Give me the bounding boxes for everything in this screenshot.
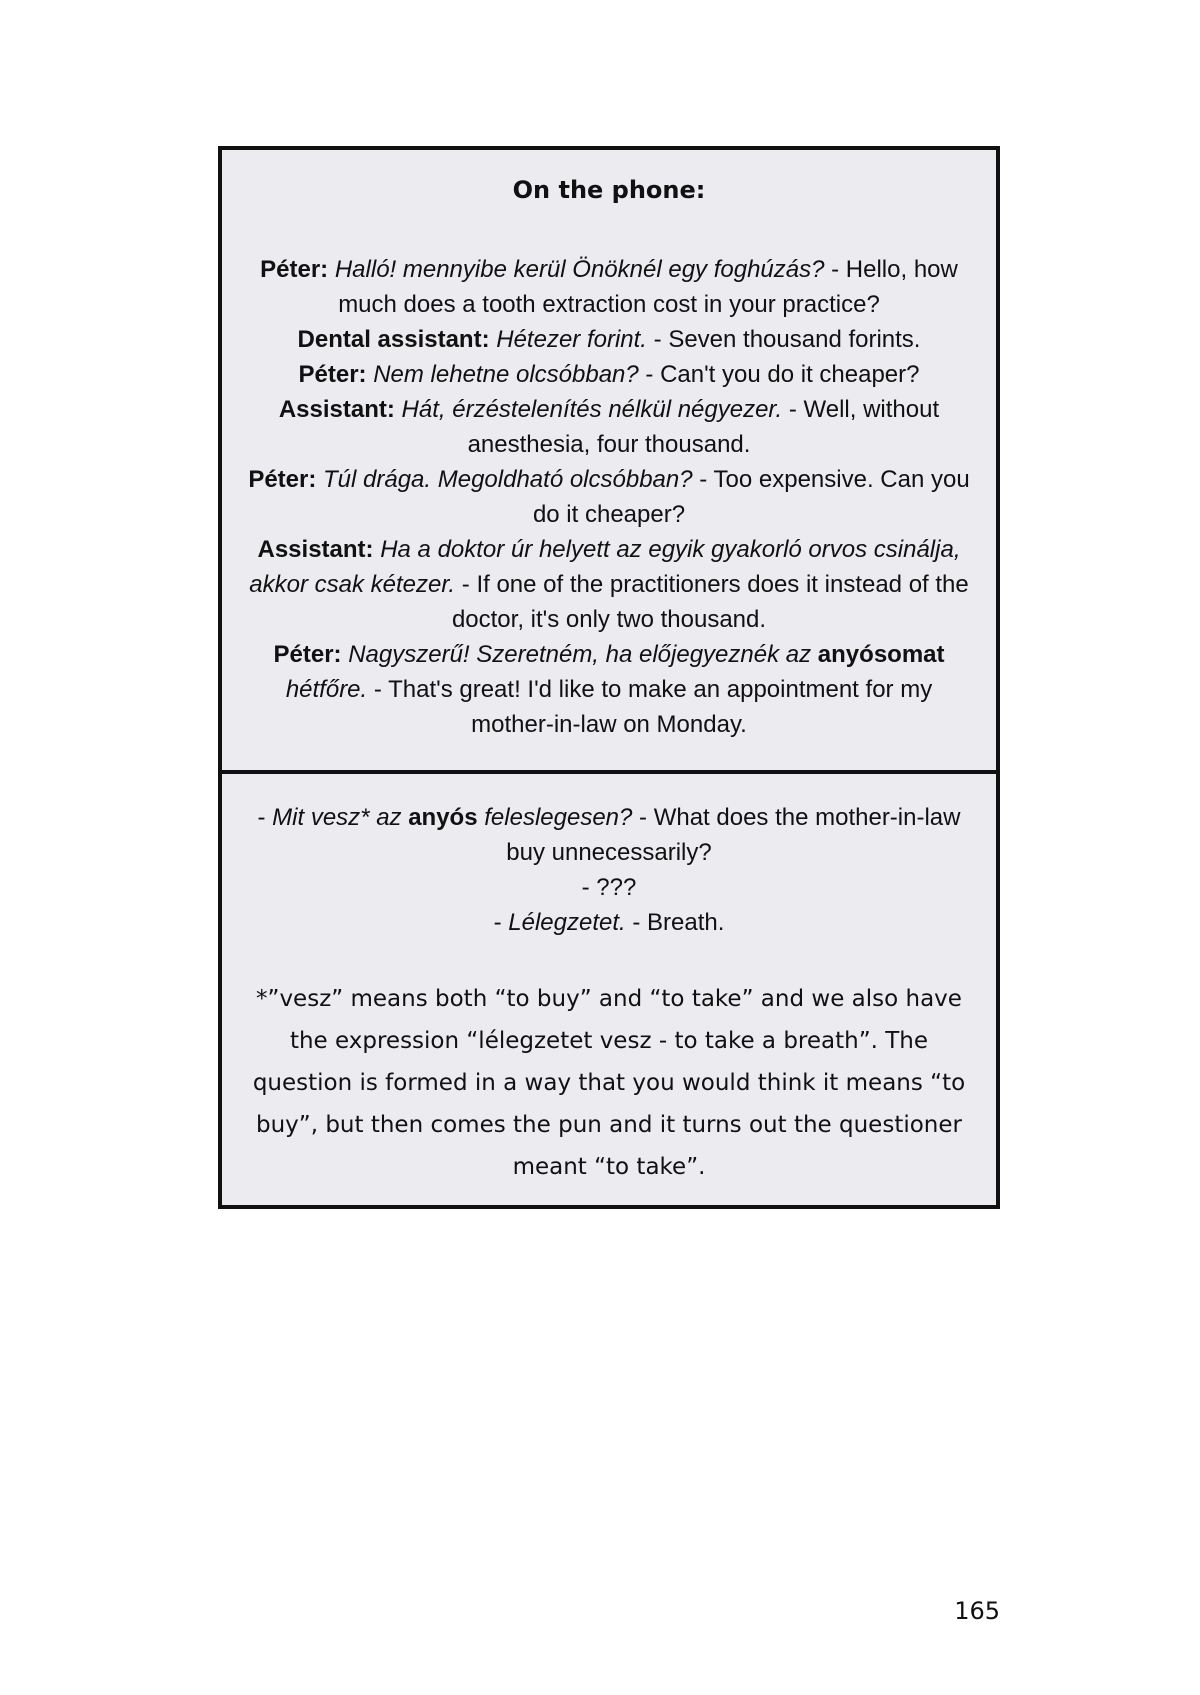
english-text: - Too expensive. Can you do it cheaper? — [532, 466, 970, 528]
dialogue-line — [246, 905, 972, 940]
dialogue-line — [246, 800, 972, 870]
speaker-or-emphasis: Péter: — [298, 361, 374, 388]
english-text: - Hello, how much does a tooth extraction cost in your practice? — [338, 256, 958, 318]
dialogue-frame — [218, 146, 1000, 1209]
dialogue-line — [242, 322, 976, 357]
english-text: - ??? — [581, 874, 637, 901]
speaker-or-emphasis: anyós — [408, 804, 478, 831]
joke-lines — [246, 800, 972, 940]
page-number: 165 — [954, 1597, 1000, 1625]
dialogue-lines — [242, 252, 976, 742]
hungarian-text: Túl drága. Megoldható olcsóbban? — [323, 466, 693, 493]
speaker-or-emphasis: anyósomat — [817, 641, 945, 668]
dialogue-line — [242, 462, 976, 532]
hungarian-text: Nem lehetne olcsóbban? — [373, 361, 639, 388]
english-text: - — [493, 909, 509, 936]
hungarian-text: Hát, érzéstelenítés nélkül négyezer. — [401, 396, 783, 423]
english-text: - That's great! I'd like to make an appointment for my mother-in-law on Monday. — [367, 676, 933, 738]
dialogue-line — [246, 870, 972, 905]
hungarian-text: Mit vesz* az — [272, 804, 409, 831]
speaker-or-emphasis: Assistant: — [257, 536, 381, 563]
dialogue-line — [242, 532, 976, 637]
english-text: - — [257, 804, 273, 831]
explanation-note: *”vesz” means both “to buy” and “to take” and we also have the expression “lélegzetet vesz - to take a breath”. The question is formed in a way that you would think it means “to buy”, but then comes the pun and it turns out the questioner meant “to take”. — [252, 986, 966, 1180]
english-text: - Can't you do it cheaper? — [638, 361, 920, 388]
phone-dialogue-panel — [222, 150, 996, 770]
hungarian-text: Lélegzetet. — [508, 909, 626, 936]
english-text: - Breath. — [625, 909, 725, 936]
hungarian-text: Halló! mennyibe kerül Önöknél egy foghúzás? — [334, 256, 825, 283]
hungarian-text: feleslegesen? — [477, 804, 633, 831]
dialogue-line — [242, 392, 976, 462]
speaker-or-emphasis: Péter: — [260, 256, 335, 283]
hungarian-text: Nagyszerű! Szeretném, ha előjegyeznék az — [348, 641, 818, 668]
hungarian-text: hétfőre. — [285, 676, 368, 703]
dialogue-line — [242, 252, 976, 322]
speaker-or-emphasis: Péter: — [273, 641, 349, 668]
english-text: - Well, without anesthesia, four thousand. — [467, 396, 940, 458]
english-text: - What does the mother-in-law buy unnecessarily? — [506, 804, 961, 866]
hungarian-text: Ha a doktor úr helyett az egyik gyakorló orvos csinálja, akkor csak kétezer. — [249, 536, 961, 598]
speaker-or-emphasis: Péter: — [248, 466, 324, 493]
dialogue-line — [242, 637, 976, 742]
english-text: - If one of the practitioners does it instead of the doctor, it's only two thousand. — [451, 571, 969, 633]
speaker-or-emphasis: Dental assistant: — [297, 326, 497, 353]
hungarian-text: Hétezer forint. — [496, 326, 647, 353]
dialogue-line — [242, 357, 976, 392]
section-heading: On the phone: — [512, 176, 706, 204]
joke-panel — [222, 770, 996, 1205]
english-text: - Seven thousand forints. — [646, 326, 921, 353]
speaker-or-emphasis: Assistant: — [278, 396, 402, 423]
